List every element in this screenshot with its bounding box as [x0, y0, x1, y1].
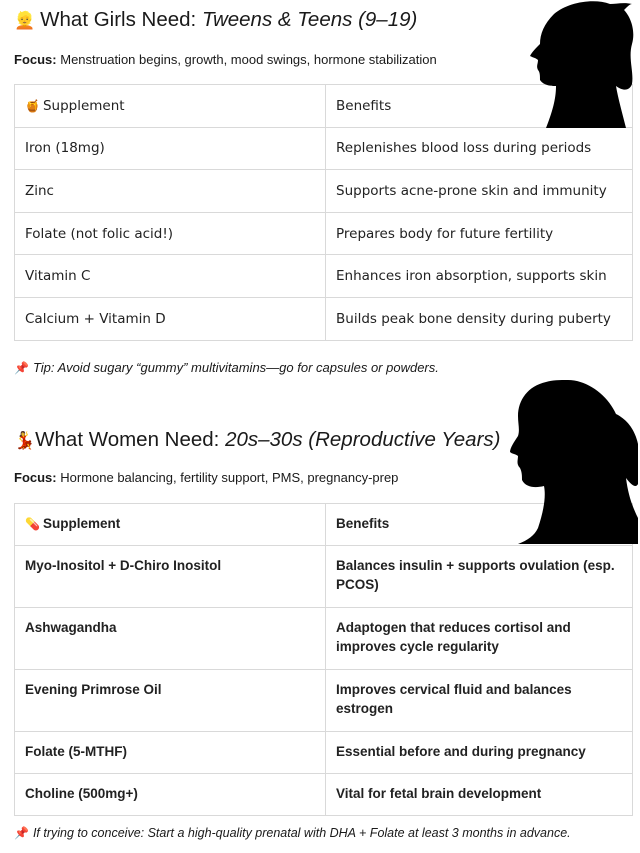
section1-tip	[14, 360, 439, 375]
section1-title	[14, 8, 417, 32]
section2-focus-label: Focus:	[14, 470, 57, 485]
girl-emoji-icon: 👱	[14, 11, 36, 30]
table-row	[15, 127, 633, 170]
benefit-cell: Replenishes blood loss during periods	[326, 127, 633, 170]
section2-focus-text: Hormone balancing, fertility support, PMS, pregnancy-prep	[60, 470, 399, 485]
supplement-cell: Choline (500mg+)	[15, 774, 326, 816]
table-row	[15, 255, 633, 298]
dancer-emoji-icon: 💃	[14, 431, 36, 450]
benefit-cell: Supports acne-prone skin and immunity	[326, 170, 633, 213]
table-row	[15, 546, 633, 608]
section2-tip-text: If trying to conceive: Start a high-quality prenatal with DHA + Folate at least 3 months in advance.	[32, 826, 571, 840]
table-row	[15, 170, 633, 213]
table-row	[15, 670, 633, 732]
section2-table	[14, 503, 633, 816]
section1-focus-text: Menstruation begins, growth, mood swings, hormone stabilization	[60, 52, 437, 67]
supplement-cell: Folate (not folic acid!)	[15, 212, 326, 255]
supplement-cell: Myo-Inositol + D-Chiro Inositol	[15, 546, 326, 608]
section1-tip-text: Tip: Avoid sugary “gummy” multivitamins—go for capsules or powders.	[32, 360, 439, 375]
girl-silhouette-icon	[506, 0, 640, 130]
header-supplement	[15, 85, 326, 128]
pill-icon: 💊	[25, 517, 40, 531]
table-row	[15, 774, 633, 816]
supplement-cell: Zinc	[15, 170, 326, 213]
header-benefits: Benefits	[326, 85, 633, 128]
header-supplement-label: Supplement	[42, 516, 121, 531]
section2-focus	[14, 470, 398, 485]
section1-focus-label: Focus:	[14, 52, 57, 67]
section1-focus	[14, 52, 437, 67]
table-row	[15, 212, 633, 255]
supplement-cell: Evening Primrose Oil	[15, 670, 326, 732]
benefit-cell: Adaptogen that reduces cortisol and improves cycle regularity	[326, 608, 633, 670]
section2-title	[14, 428, 500, 452]
supplement-cell: Iron (18mg)	[15, 127, 326, 170]
benefit-cell: Improves cervical fluid and balances estrogen	[326, 670, 633, 732]
honey-jar-icon: 🍯	[25, 98, 40, 113]
supplement-cell: Folate (5-MTHF)	[15, 732, 326, 774]
benefit-cell: Vital for fetal brain development	[326, 774, 633, 816]
section2-title-plain: What Women Need:	[35, 428, 226, 451]
benefit-cell: Balances insulin + supports ovulation (esp. PCOS)	[326, 546, 633, 608]
section2-title-italic: 20s–30s (Reproductive Years)	[225, 428, 501, 451]
header-benefits: Benefits	[326, 504, 633, 546]
pushpin-icon: 📌	[14, 826, 29, 840]
woman-silhouette-icon	[488, 378, 640, 544]
table-row	[15, 608, 633, 670]
header-supplement	[15, 504, 326, 546]
section1-title-italic: Tweens & Teens (9–19)	[201, 8, 418, 31]
section2-tip	[14, 826, 571, 840]
benefit-cell: Prepares body for future fertility	[326, 212, 633, 255]
section1-title-plain: What Girls Need:	[40, 8, 202, 31]
table-row	[15, 732, 633, 774]
table-row	[15, 297, 633, 340]
benefit-cell: Enhances iron absorption, supports skin	[326, 255, 633, 298]
supplement-cell: Vitamin C	[15, 255, 326, 298]
header-supplement-label: Supplement	[42, 97, 125, 114]
benefit-cell: Essential before and during pregnancy	[326, 732, 633, 774]
benefit-cell: Builds peak bone density during puberty	[326, 297, 633, 340]
supplement-cell: Calcium + Vitamin D	[15, 297, 326, 340]
pushpin-icon: 📌	[14, 361, 29, 375]
supplement-cell: Ashwagandha	[15, 608, 326, 670]
